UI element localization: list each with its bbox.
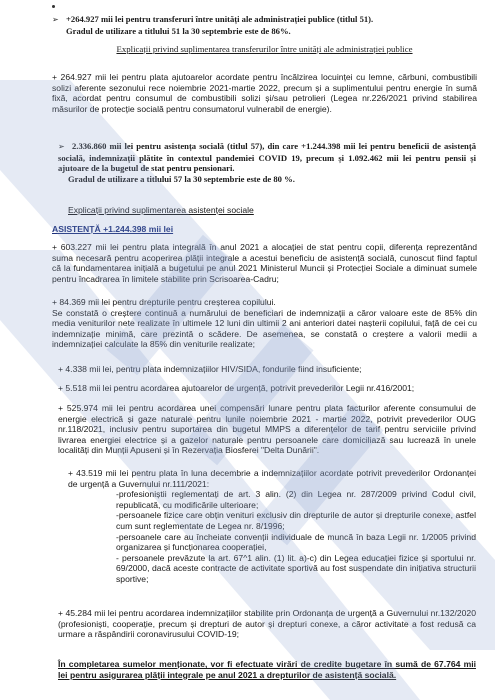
bullet-dot (52, 5, 55, 8)
oug-111-item-4: - persoanele prevăzute la art. 67^1 alin. (1) lit. a)-c) din Legea educației fizice și sportului nr. 69/2000, dacă aceste contracte de activitate sportivă au fost suspendate din inițiativa structurii sportive; (116, 552, 476, 584)
titlul-57-paragraph (58, 141, 476, 184)
arrow-bullet-icon: ➢ (58, 142, 65, 151)
paragraph-completare: În completarea sumelor menționate, vor fi efectuate virări de credite bugetare în sumă de 67.764 mii lei pentru asigurarea plății integrale pe anul 2021 a drepturilor de asistență socială. (58, 659, 476, 680)
titlul-51-line1: +264.927 mii lei pentru transferuri între unități ale administrației publice (titlul 51). (66, 14, 374, 24)
paragraph-hiv-sida: + 4.338 mii lei, pentru plata indemnizațiilor HIV/SIDA, fondurile fiind insuficiente; (58, 364, 362, 374)
oug-111-intro: + 43.519 mii lei pentru plata în luna decembrie a indemnizațiilor acordate potrivit prevederilor Ordonanței de urgență a Guvernului nr.111/2021: (68, 468, 476, 489)
crestere-copil-title: + 84.369 mii lei pentru drepturile pentru creșterea copilului. (52, 297, 276, 307)
paragraph-oug-111 (60, 468, 476, 585)
arrow-bullet-icon: ➢ (52, 15, 59, 24)
titlul-57-line2: Gradul de utilizare a titlului 57 la 30 septembrie este de 80 %. (68, 173, 295, 184)
oug-111-item-2: -persoanele fizice care obțin venituri exclusiv din drepturile de autor și drepturile conexe, astfel cum sunt reglementate de Legea nr. 8/1996; (116, 510, 476, 531)
oug-111-item-3: -persoanele care au încheiate convenții individuale de muncă în baza Legii nr. 1/2005 privind organizarea și funcționarea cooperației, (116, 531, 476, 553)
paragraph-ajutoare-urgenta: + 5.518 mii lei pentru acordarea ajutoarelor de urgență, potrivit prevederilor Legii nr.416/2001; (58, 383, 415, 393)
paragraph-alocatie-copii: + 603.227 mii lei pentru plata integrală în anul 2021 a alocației de stat pentru copii, diferența reprezentând suma necesară pentru acoperirea plății integrale a acestui beneficiu de asistență socială, cunoscut fiind faptul că la fundamentarea inițială a bugetului pe anul 2021 Ministerul Muncii și Protecției Sociale a diminuat sumele pentru încadrarea în limitele stabilite prin Scrisoarea-Cadru; (52, 242, 477, 284)
heading-asistenta: Explicații privind suplimentarea asistenței sociale (68, 205, 254, 215)
asistenta-total: ASISTENȚĂ +1.244.398 mii lei (52, 224, 174, 234)
heading-transferuri: Explicații privind suplimentarea transferurilor între unități ale administrației publice (116, 44, 413, 54)
oug-111-item-1: -profesioniștii reglementați de art. 3 alin. (2) din Legea nr. 287/2009 privind Codul civil, republicată, cu modificările ulterioare; (116, 489, 476, 510)
paragraph-ajutoare-incalzire: + 264.927 mii lei pentru plata ajutoarelor acordate pentru încălzirea locuinței cu lemne, cărbuni, combustibili solizi aferente sezonului rece noiembrie 2021-martie 2022, precum și a suplimentului pentru energie în sumă fixă, acordat pentru consumul de combustibili solizi și/sau petrolieri (Legea nr.226/2021 privind stabilirea măsurilor de protecție socială pentru consumatorul vulnerabil de energie). (52, 72, 477, 114)
titlul-51-paragraph (52, 14, 477, 36)
crestere-copil-text: Se constată o creștere continuă a numărului de beneficiari de indemnizații a căror valoare este de 85% din media veniturilor nete realizate în ultimele 12 luni din ultimii 2 ani anteriori datei nașterii copilului, față de cei cu indemnizație minimă, care prezintă o scădere. De asemenea, se constată o creștere a valorii medii a indemnizației calculate la 85% din veniturile realizate; (52, 307, 477, 350)
titlul-51-line2: Gradul de utilizare a titlului 51 la 30 septembrie este de 86%. (66, 25, 291, 36)
paragraph-oug-132: + 45.284 mii lei pentru acordarea indemnizațiilor stabilite prin Ordonanța de urgență a Guvernului nr.132/2020 (profesioniști, cooperație, precum și drepturi de autor și drepturi conexe, a căror activitate a fost redusă ca urmare a răspândirii coronavirusului COVID-19; (58, 608, 476, 640)
paragraph-compensare-energie: + 525.974 mii lei pentru acordarea unei compensări lunare pentru plata facturilor aferente consumului de energie electrică și gaze naturale pentru lunile noiembrie 2021 - martie 2022, potrivit prevederilor OUG nr.118/2021, inclusiv pentru suportarea din bugetul MMPS a diferențelor de tarif pentru serviciile privind livrarea energiei electrice și a gazelor naturale pentru persoanele care domiciliază sau lucrează în unele localități din Munții Apuseni și în Rezervația Biosferei "Delta Dunării". (58, 403, 476, 456)
paragraph-crestere-copil (52, 297, 477, 350)
titlul-57-line1: 2.336.860 mii lei pentru asistența socială (titlul 57), din care +1.244.398 mii lei pentru beneficii de asistență socială, indemnizații plătite în contextul pandemiei COVID 19, precum și 1.092.462 mii lei pentru pensii și ajutoare de la bugetul de stat pentru pensionari. (58, 141, 476, 174)
